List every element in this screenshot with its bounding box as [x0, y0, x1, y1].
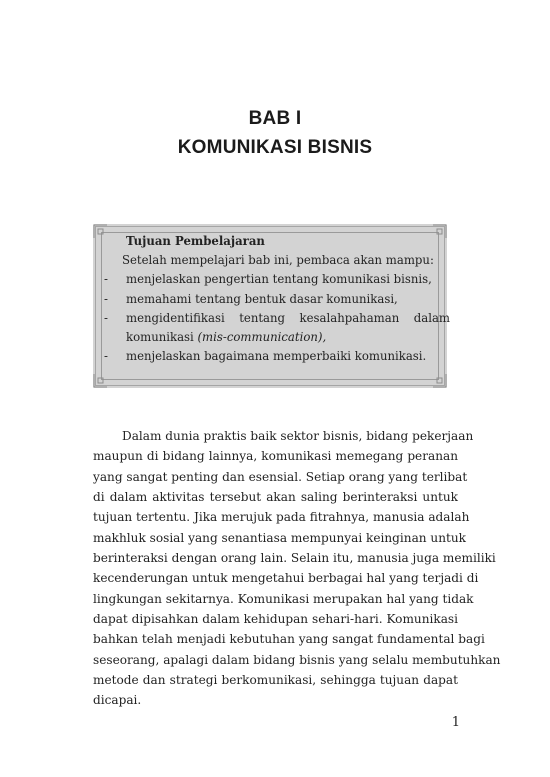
list-item-text: mengidentifikasi tentang kesalahpahaman dalam [126, 310, 450, 325]
paragraph-line: bahkan telah menjadi kebutuhan yang sangat fundamental bagi [93, 632, 485, 647]
paragraph-line: di dalam aktivitas tersebut akan saling berinteraksi untuk [93, 490, 458, 505]
paragraph-line: tujuan tertentu. Jika merujuk pada fitrahnya, manusia adalah [93, 510, 470, 525]
paragraph-line: makhluk sosial yang senantiasa mempunyai keinginan untuk [93, 530, 466, 545]
list-item [104, 347, 450, 366]
corner-ornament-icon [427, 368, 447, 388]
bullet-dash: - [104, 272, 108, 287]
list-item-text: menjelaskan pengertian tentang komunikasi bisnis, [126, 272, 432, 287]
chapter-title: KOMUNIKASI BISNIS [177, 137, 373, 158]
box-heading: Tujuan Pembelajaran [126, 234, 265, 248]
continuation-text: komunikasi [126, 330, 198, 345]
list-item [104, 270, 450, 289]
list-item [104, 309, 450, 328]
corner-ornament-icon [93, 368, 113, 388]
list-item-text: memahami tentang bentuk dasar komunikasi, [126, 291, 398, 306]
list-item [104, 290, 450, 309]
bullet-dash: - [104, 349, 108, 364]
paragraph-line: maupun di bidang lainnya, komunikasi memegang peranan [93, 449, 458, 464]
paragraph-line: dicapai. [93, 693, 142, 708]
learning-objectives-content [104, 232, 450, 366]
bullet-dash: - [104, 291, 108, 306]
paragraph-line: yang sangat penting dan esensial. Setiap orang yang terlibat [93, 469, 468, 484]
paragraph-line: seseorang, apalagi dalam bidang bisnis yang selalu membutuhkan [93, 652, 501, 667]
paragraph-line: Dalam dunia praktis baik sektor bisnis, bidang pekerjaan [122, 429, 474, 443]
paragraph-line: metode dan strategi berkomunikasi, sehingga tujuan dapat [93, 673, 458, 688]
paragraph-line: kecenderungan untuk mengetahui berbagai hal yang terjadi di [93, 571, 479, 586]
box-intro: Setelah mempelajari bab ini, pembaca akan mampu: [122, 253, 434, 268]
list-item-text: menjelaskan bagaimana memperbaiki komunikasi. [126, 349, 427, 364]
bullet-dash: - [104, 310, 108, 325]
body-paragraph [93, 426, 501, 711]
chapter-number: BAB I [248, 108, 302, 129]
paragraph-line: berinteraksi dengan orang lain. Selain itu, manusia juga memiliki [93, 551, 496, 566]
continuation-italic: (mis-communication), [197, 330, 327, 345]
page-number: 1 [451, 715, 460, 730]
paragraph-line: lingkungan sekitarnya. Komunikasi merupakan hal yang tidak [93, 591, 474, 606]
paragraph-line: dapat dipisahkan dalam kehidupan sehari-hari. Komunikasi [93, 612, 458, 627]
list-item-continuation [104, 328, 450, 347]
